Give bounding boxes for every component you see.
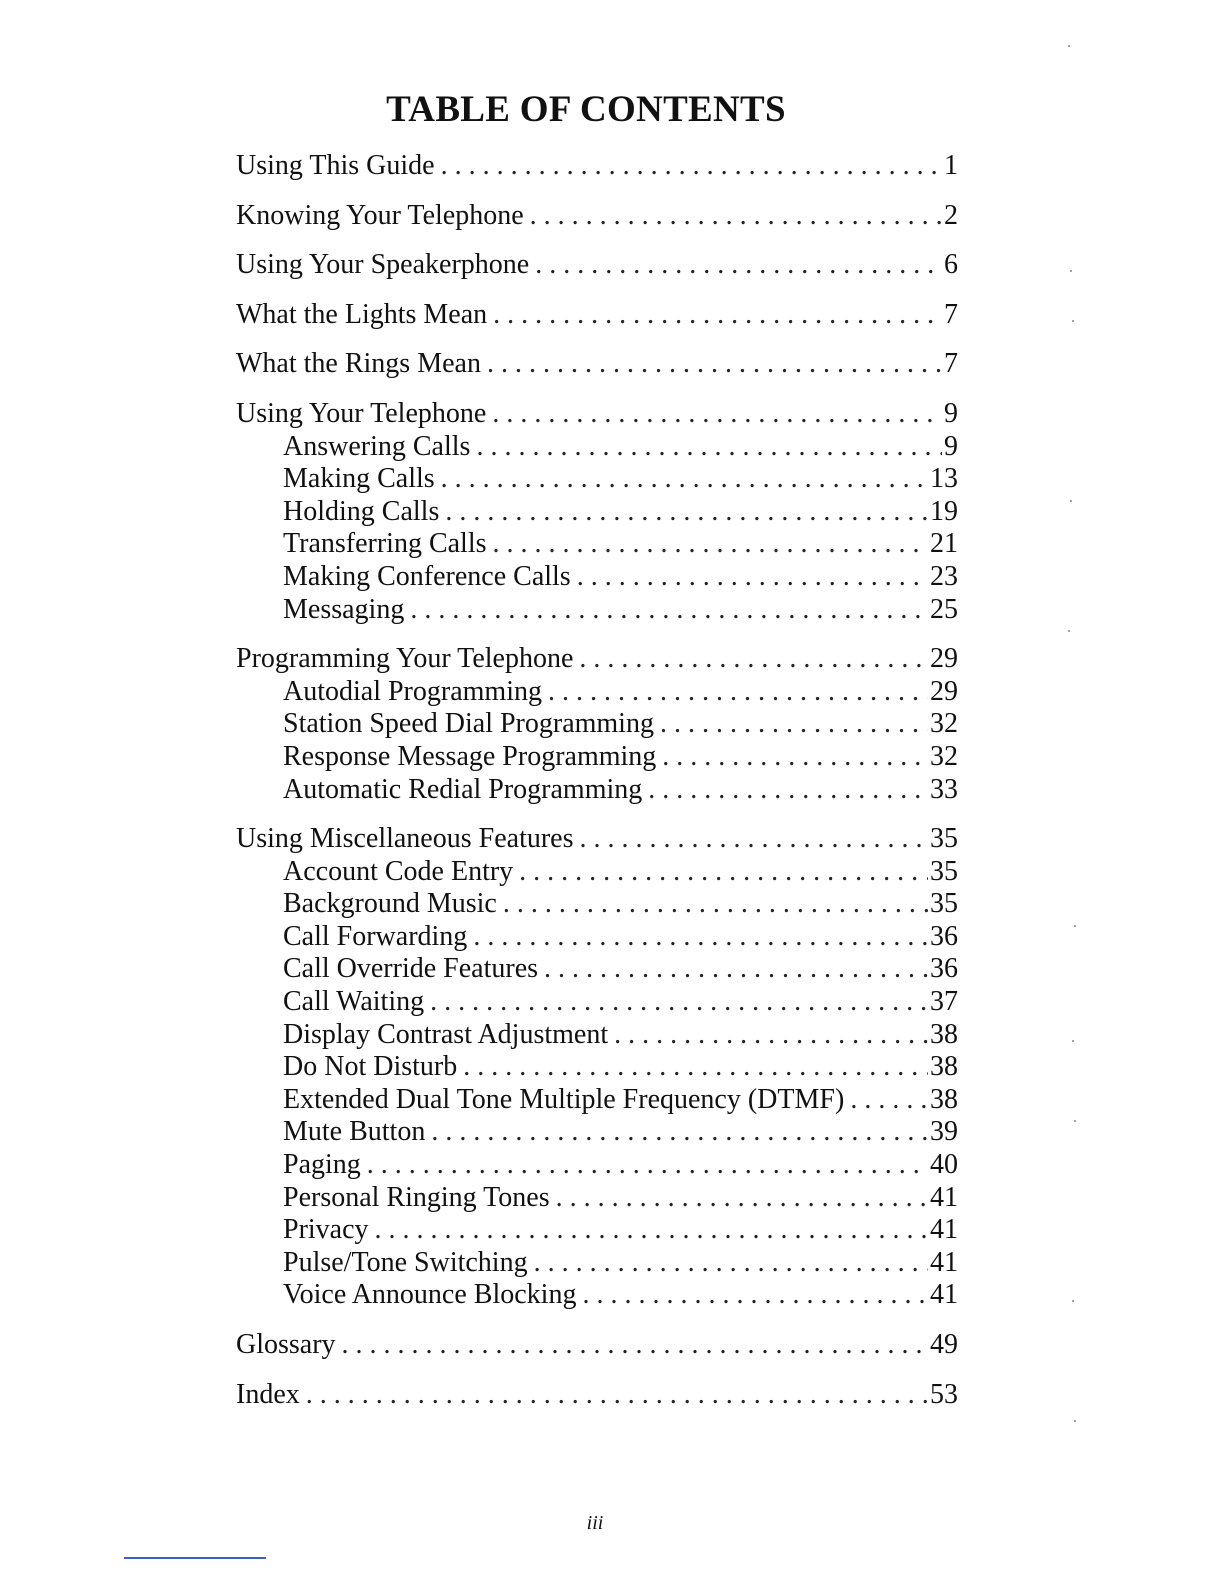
toc-page-number: 38: [930, 1018, 958, 1050]
dot-leader: [582, 1279, 928, 1312]
toc-entry-title: What the Rings Mean: [236, 348, 481, 380]
dot-leader: [342, 1329, 928, 1362]
dot-leader: [463, 1051, 928, 1084]
dot-leader: [493, 299, 942, 332]
toc-entry: [236, 150, 958, 183]
toc-entry-title: Call Waiting: [283, 986, 425, 1018]
toc-page-number: 39: [930, 1116, 958, 1148]
scan-speck: [1068, 45, 1070, 47]
toc-page-number: 37: [930, 986, 958, 1018]
toc-entry-title: Programming Your Telephone: [236, 643, 574, 675]
toc-page-number: 2: [944, 199, 958, 231]
toc-entry-title: Call Forwarding: [283, 920, 468, 952]
dot-leader: [660, 708, 928, 741]
toc-subentry: [236, 463, 958, 496]
toc-subentry: [236, 1116, 958, 1149]
toc-subentry: [236, 741, 958, 774]
toc-entry-title: Do Not Disturb: [283, 1051, 458, 1083]
scan-speck: [1074, 1420, 1076, 1422]
section-spacer: [236, 381, 958, 398]
toc-page-number: 33: [930, 773, 958, 805]
scan-speck: [1072, 1040, 1074, 1042]
toc-page-number: 36: [930, 953, 958, 985]
toc-page-number: 38: [930, 1051, 958, 1083]
toc-page-number: 38: [930, 1083, 958, 1115]
toc-subentry: [236, 1084, 958, 1117]
toc-entry-title: Call Override Features: [283, 953, 539, 985]
toc-page-number: 35: [930, 855, 958, 887]
toc-page-number: 7: [944, 298, 958, 330]
table-of-contents: [236, 150, 958, 1411]
dot-leader: [662, 741, 928, 774]
toc-entry-title: Autodial Programming: [283, 675, 542, 707]
dot-leader: [441, 463, 928, 496]
dot-leader: [535, 249, 942, 282]
section-spacer: [236, 806, 958, 823]
toc-section: [236, 200, 958, 233]
toc-entry-title: Answering Calls: [283, 430, 471, 462]
dot-leader: [577, 561, 928, 594]
toc-entry-title: Extended Dual Tone Multiple Frequency (DTMF): [283, 1083, 845, 1115]
toc-subentry: [236, 708, 958, 741]
toc-entry: [236, 249, 958, 282]
toc-entry: [236, 299, 958, 332]
section-spacer: [236, 282, 958, 299]
toc-subentry: [236, 561, 958, 594]
toc-page-number: 32: [930, 740, 958, 772]
toc-page-number: 7: [944, 348, 958, 380]
dot-leader: [503, 888, 928, 921]
toc-entry-title: Using This Guide: [236, 150, 435, 181]
toc-entry-title: Automatic Redial Programming: [283, 773, 643, 805]
toc-page-number: 35: [930, 823, 958, 855]
toc-section: [236, 823, 958, 1312]
dot-leader: [476, 431, 942, 464]
dot-leader: [534, 1247, 928, 1280]
toc-entry: [236, 1379, 958, 1412]
toc-entry: [236, 643, 958, 676]
section-spacer: [236, 1312, 958, 1329]
toc-section: [236, 249, 958, 282]
dot-leader: [367, 1149, 928, 1182]
toc-page-number: 41: [930, 1279, 958, 1311]
scan-speck: [1072, 320, 1074, 322]
toc-page-number: 41: [930, 1181, 958, 1213]
dot-leader: [410, 594, 928, 627]
toc-entry-title: Messaging: [283, 593, 405, 625]
toc-entry-title: Station Speed Dial Programming: [283, 708, 654, 740]
toc-page-number: 9: [944, 397, 958, 429]
dot-leader: [492, 398, 942, 431]
toc-subentry: [236, 921, 958, 954]
section-spacer: [236, 331, 958, 348]
toc-page-number: 1: [944, 150, 958, 181]
scan-speck: [1070, 270, 1072, 272]
section-spacer: [236, 232, 958, 249]
dot-leader: [431, 1116, 928, 1149]
toc-section: [236, 1379, 958, 1412]
toc-page-number: 19: [930, 495, 958, 527]
toc-entry-title: Personal Ringing Tones: [283, 1181, 550, 1213]
section-spacer: [236, 1362, 958, 1379]
toc-entry-title: Background Music: [283, 888, 497, 920]
toc-page-number: 29: [930, 643, 958, 675]
dot-leader: [445, 496, 928, 529]
toc-page-number: 21: [930, 528, 958, 560]
toc-section: [236, 299, 958, 332]
section-spacer: [236, 183, 958, 200]
toc-entry: [236, 348, 958, 381]
toc-section: [236, 348, 958, 381]
dot-leader: [375, 1214, 928, 1247]
toc-page-number: 36: [930, 920, 958, 952]
dot-leader: [487, 348, 942, 381]
toc-entry-title: Using Miscellaneous Features: [236, 823, 574, 855]
toc-page-number: 41: [930, 1214, 958, 1246]
scan-speck: [1070, 500, 1072, 502]
toc-entry-title: Glossary: [236, 1329, 336, 1360]
toc-section: [236, 398, 958, 626]
toc-subentry: [236, 953, 958, 986]
toc-subentry: [236, 1051, 958, 1084]
scan-speck: [1074, 1120, 1076, 1122]
dot-leader: [473, 921, 928, 954]
toc-page-number: 35: [930, 888, 958, 920]
toc-subentry: [236, 1019, 958, 1052]
toc-subentry: [236, 676, 958, 709]
dot-leader: [306, 1379, 928, 1412]
dot-leader: [579, 643, 928, 676]
dot-leader: [580, 823, 929, 856]
toc-subentry: [236, 1247, 958, 1280]
toc-entry-title: Transferring Calls: [283, 528, 487, 560]
toc-subentry: [236, 528, 958, 561]
toc-entry-title: Pulse/Tone Switching: [283, 1246, 528, 1278]
toc-subentry: [236, 986, 958, 1019]
toc-page-number: 23: [930, 560, 958, 592]
toc-entry-title: Paging: [283, 1149, 361, 1181]
dot-leader: [430, 986, 928, 1019]
toc-entry-title: Mute Button: [283, 1116, 426, 1148]
toc-page-number: 13: [930, 463, 958, 495]
toc-entry-title: Using Your Telephone: [236, 397, 487, 429]
toc-section: [236, 643, 958, 806]
toc-page-number: 53: [930, 1378, 958, 1410]
toc-page-number: 9: [944, 430, 958, 462]
toc-entry-title: Making Calls: [283, 463, 435, 495]
toc-entry: [236, 1329, 958, 1362]
toc-subentry: [236, 1149, 958, 1182]
toc-entry-title: Privacy: [283, 1214, 369, 1246]
dot-leader: [614, 1019, 928, 1052]
toc-page-number: 40: [930, 1149, 958, 1181]
toc-subentry: [236, 774, 958, 807]
toc-subentry: [236, 888, 958, 921]
toc-page-number: 41: [930, 1246, 958, 1278]
dot-leader: [493, 528, 928, 561]
toc-subentry: [236, 496, 958, 529]
toc-entry-title: What the Lights Mean: [236, 298, 488, 330]
scan-speck: [1074, 925, 1076, 927]
toc-entry-title: Account Code Entry: [283, 855, 514, 887]
dot-leader: [556, 1182, 928, 1215]
toc-entry: [236, 200, 958, 233]
dot-leader: [648, 774, 928, 807]
toc-entry-title: Display Contrast Adjustment: [283, 1018, 609, 1050]
page-number: iii: [586, 1512, 604, 1534]
toc-page-number: 49: [930, 1329, 958, 1360]
footer-rule: [124, 1557, 266, 1559]
toc-page-number: 29: [930, 675, 958, 707]
toc-entry-title: Index: [236, 1378, 300, 1410]
toc-section: [236, 1329, 958, 1362]
dot-leader: [850, 1084, 928, 1117]
scan-speck: [1072, 1300, 1074, 1302]
dot-leader: [519, 856, 928, 889]
toc-entry-title: Holding Calls: [283, 495, 440, 527]
toc-entry-title: Making Conference Calls: [283, 560, 571, 592]
toc-subentry: [236, 594, 958, 627]
toc-page-number: 6: [944, 249, 958, 281]
toc-entry-title: Response Message Programming: [283, 740, 657, 772]
toc-page-number: 25: [930, 593, 958, 625]
toc-subentry: [236, 1214, 958, 1247]
section-spacer: [236, 626, 958, 643]
dot-leader: [441, 150, 942, 183]
scan-speck: [1068, 630, 1070, 632]
dot-leader: [530, 200, 942, 233]
toc-entry-title: Voice Announce Blocking: [283, 1279, 577, 1311]
toc-subentry: [236, 1182, 958, 1215]
toc-section: [236, 150, 958, 183]
toc-subentry: [236, 431, 958, 464]
dot-leader: [544, 953, 928, 986]
page-title: TABLE OF CONTENTS: [386, 89, 786, 130]
toc-entry: [236, 398, 958, 431]
toc-subentry: [236, 1279, 958, 1312]
toc-entry-title: Using Your Speakerphone: [236, 249, 530, 281]
dot-leader: [548, 676, 928, 709]
toc-page-number: 32: [930, 708, 958, 740]
toc-subentry: [236, 856, 958, 889]
toc-entry: [236, 823, 958, 856]
toc-entry-title: Knowing Your Telephone: [236, 199, 524, 231]
